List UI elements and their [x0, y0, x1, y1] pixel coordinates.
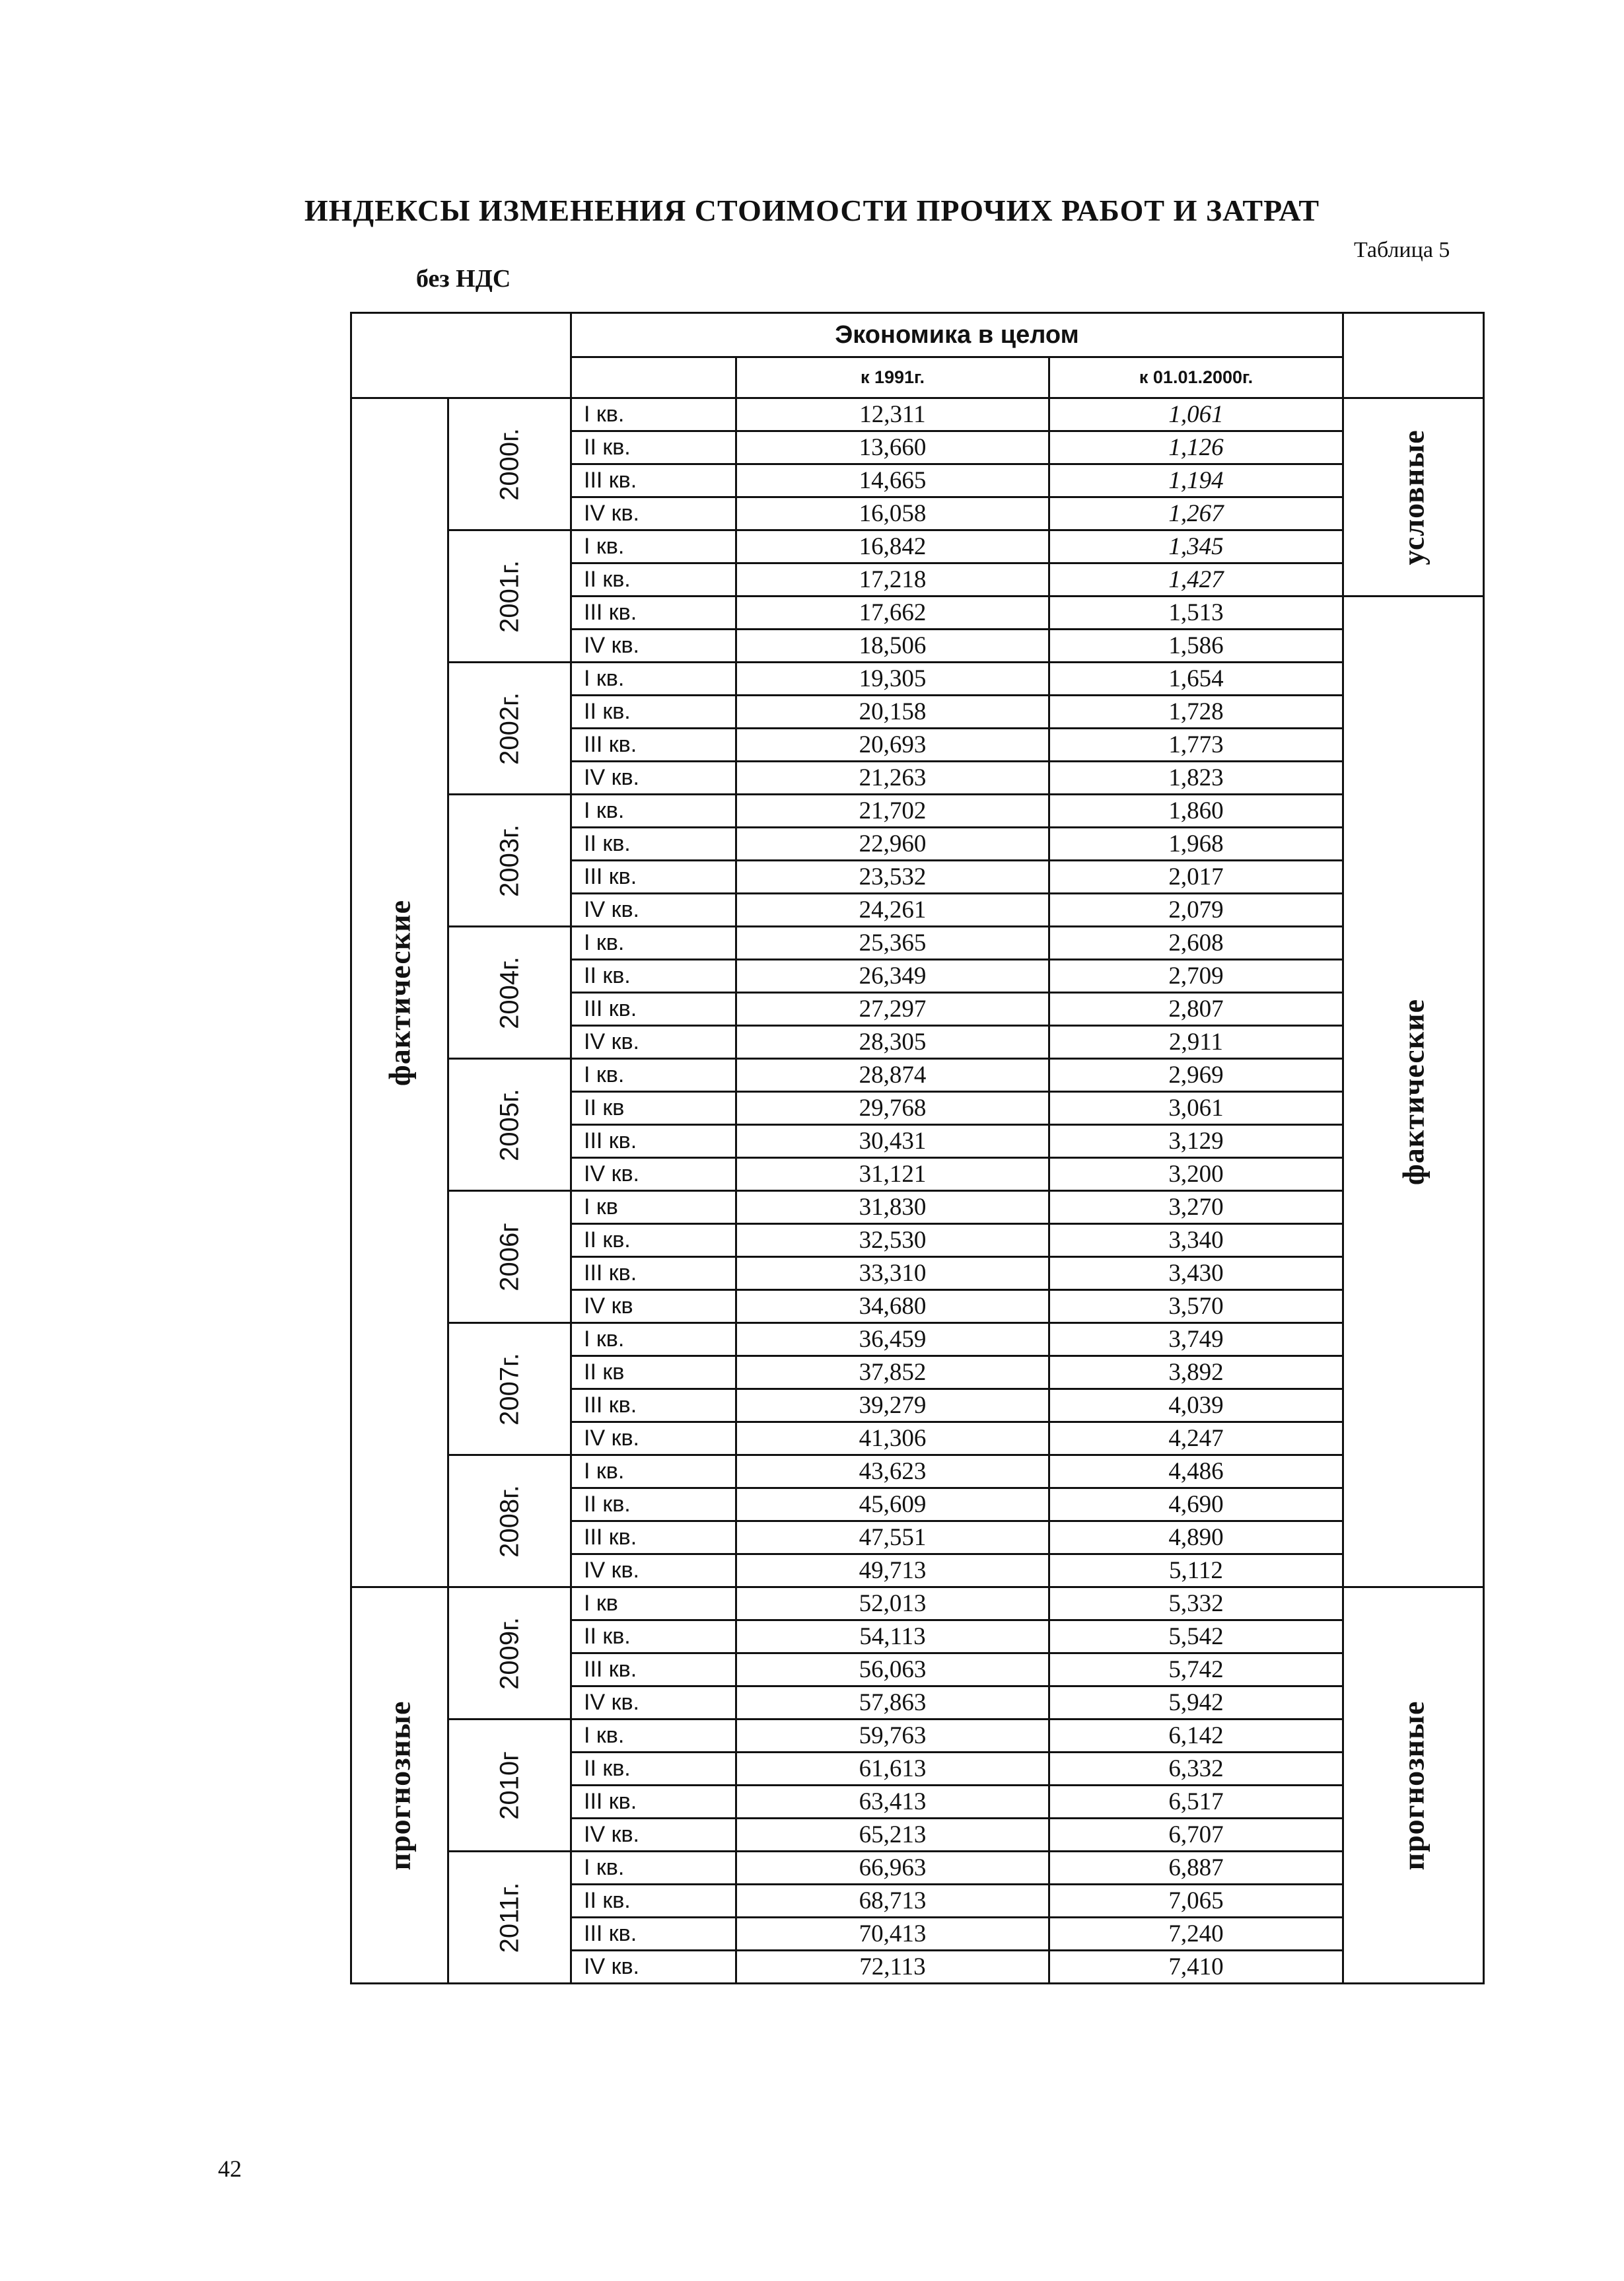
index-1991-cell: 21,263: [736, 762, 1049, 795]
index-2000-cell: 3,200: [1049, 1158, 1343, 1191]
index-2000-cell: 2,079: [1049, 894, 1343, 927]
index-2000-cell: 7,240: [1049, 1918, 1343, 1951]
index-2000-cell: 3,061: [1049, 1092, 1343, 1125]
index-2000-cell: 4,890: [1049, 1521, 1343, 1554]
index-2000-cell: 3,892: [1049, 1356, 1343, 1389]
year-cell: [448, 663, 571, 795]
quarter-cell: III кв.: [571, 1521, 736, 1554]
quarter-cell: II кв.: [571, 1224, 736, 1257]
quarter-cell: II кв.: [571, 1620, 736, 1653]
quarter-cell: IV кв.: [571, 1026, 736, 1059]
quarter-cell: IV кв.: [571, 1819, 736, 1852]
quarter-cell: IV кв.: [571, 1422, 736, 1455]
index-2000-cell: 3,570: [1049, 1290, 1343, 1323]
year-label: 2011г.: [495, 1882, 524, 1953]
index-2000-cell: 1,126: [1049, 431, 1343, 464]
left-category-forecast: [351, 1587, 448, 1984]
index-1991-cell: 63,413: [736, 1786, 1049, 1819]
quarter-cell: III кв.: [571, 1257, 736, 1290]
quarter-cell: I кв.: [571, 530, 736, 563]
header-col-1991: к 1991г.: [736, 357, 1049, 398]
index-1991-cell: 33,310: [736, 1257, 1049, 1290]
table-row: [351, 530, 1484, 563]
index-1991-cell: 16,842: [736, 530, 1049, 563]
quarter-cell: I кв.: [571, 1059, 736, 1092]
right-category-forecast-label: прогнозные: [1396, 1700, 1430, 1870]
year-cell: [448, 1587, 571, 1720]
quarter-cell: IV кв.: [571, 497, 736, 530]
quarter-cell: II кв.: [571, 1885, 736, 1918]
quarter-cell: I кв: [571, 1587, 736, 1620]
index-1991-cell: 13,660: [736, 431, 1049, 464]
index-1991-cell: 70,413: [736, 1918, 1049, 1951]
quarter-cell: II кв.: [571, 828, 736, 861]
index-2000-cell: 5,942: [1049, 1686, 1343, 1720]
table-row: [351, 1323, 1484, 1356]
index-2000-cell: 6,142: [1049, 1720, 1343, 1753]
year-cell: [448, 1455, 571, 1587]
right-category-conditional-label: условные: [1396, 429, 1430, 565]
quarter-cell: IV кв.: [571, 1686, 736, 1720]
index-1991-cell: 37,852: [736, 1356, 1049, 1389]
year-cell: [448, 1323, 571, 1455]
index-2000-cell: 7,065: [1049, 1885, 1343, 1918]
index-1991-cell: 30,431: [736, 1125, 1049, 1158]
page-title: ИНДЕКСЫ ИЗМЕНЕНИЯ СТОИМОСТИ ПРОЧИХ РАБОТ И ЗАТРАТ: [304, 194, 1320, 227]
table-row: [351, 1587, 1484, 1620]
index-1991-cell: 68,713: [736, 1885, 1049, 1918]
index-2000-cell: 3,270: [1049, 1191, 1343, 1224]
year-label: 2010г: [495, 1751, 524, 1820]
year-cell: [448, 1852, 571, 1984]
year-cell: [448, 530, 571, 663]
year-label: 2009г.: [495, 1616, 524, 1690]
index-2000-cell: 1,267: [1049, 497, 1343, 530]
table-row: [351, 1455, 1484, 1488]
table-row: [351, 927, 1484, 960]
quarter-cell: IV кв: [571, 1290, 736, 1323]
index-1991-cell: 66,963: [736, 1852, 1049, 1885]
index-2000-cell: 1,345: [1049, 530, 1343, 563]
header-quarter-blank: [571, 357, 736, 398]
index-1991-cell: 34,680: [736, 1290, 1049, 1323]
index-2000-cell: 1,513: [1049, 597, 1343, 630]
index-1991-cell: 17,218: [736, 563, 1049, 597]
index-2000-cell: 6,707: [1049, 1819, 1343, 1852]
year-label: 2000г.: [495, 427, 524, 501]
index-2000-cell: 5,742: [1049, 1653, 1343, 1686]
index-1991-cell: 72,113: [736, 1951, 1049, 1984]
index-1991-cell: 43,623: [736, 1455, 1049, 1488]
index-2000-cell: 4,247: [1049, 1422, 1343, 1455]
year-cell: [448, 398, 571, 530]
index-2000-cell: 3,129: [1049, 1125, 1343, 1158]
index-2000-cell: 3,430: [1049, 1257, 1343, 1290]
index-2000-cell: 2,709: [1049, 960, 1343, 993]
index-2000-cell: 3,749: [1049, 1323, 1343, 1356]
index-2000-cell: 1,654: [1049, 663, 1343, 696]
quarter-cell: I кв.: [571, 398, 736, 431]
quarter-cell: III кв.: [571, 1653, 736, 1686]
header-right-corner: [1343, 313, 1484, 398]
table-row: [351, 1720, 1484, 1753]
index-1991-cell: 25,365: [736, 927, 1049, 960]
table-row: [351, 663, 1484, 696]
index-2000-cell: 1,860: [1049, 795, 1343, 828]
index-1991-cell: 45,609: [736, 1488, 1049, 1521]
year-label: 2003г.: [495, 824, 524, 897]
year-cell: [448, 1720, 571, 1852]
index-1991-cell: 65,213: [736, 1819, 1049, 1852]
quarter-cell: III кв.: [571, 861, 736, 894]
price-index-table: [350, 312, 1485, 1984]
year-cell: [448, 927, 571, 1059]
header-economy: Экономика в целом: [571, 313, 1343, 357]
quarter-cell: III кв.: [571, 1125, 736, 1158]
index-2000-cell: 4,039: [1049, 1389, 1343, 1422]
quarter-cell: II кв.: [571, 960, 736, 993]
quarter-cell: IV кв.: [571, 894, 736, 927]
index-1991-cell: 61,613: [736, 1753, 1049, 1786]
quarter-cell: III кв.: [571, 1786, 736, 1819]
index-2000-cell: 6,332: [1049, 1753, 1343, 1786]
header-corner: [351, 313, 571, 398]
table-row: [351, 1852, 1484, 1885]
index-1991-cell: 29,768: [736, 1092, 1049, 1125]
quarter-cell: III кв.: [571, 464, 736, 497]
quarter-cell: IV кв.: [571, 630, 736, 663]
quarter-cell: I кв.: [571, 1323, 736, 1356]
quarter-cell: IV кв.: [571, 762, 736, 795]
year-label: 2004г.: [495, 956, 524, 1029]
table-row: [351, 1059, 1484, 1092]
index-1991-cell: 47,551: [736, 1521, 1049, 1554]
quarter-cell: II кв.: [571, 431, 736, 464]
year-cell: [448, 795, 571, 927]
index-2000-cell: 1,586: [1049, 630, 1343, 663]
quarter-cell: II кв.: [571, 696, 736, 729]
quarter-cell: III кв.: [571, 1918, 736, 1951]
index-1991-cell: 41,306: [736, 1422, 1049, 1455]
right-category-forecast: [1343, 1587, 1484, 1984]
quarter-cell: I кв.: [571, 1852, 736, 1885]
table-row: [351, 1191, 1484, 1224]
index-1991-cell: 12,311: [736, 398, 1049, 431]
year-cell: [448, 1191, 571, 1323]
year-label: 2007г.: [495, 1352, 524, 1426]
quarter-cell: I кв.: [571, 1455, 736, 1488]
index-1991-cell: 57,863: [736, 1686, 1049, 1720]
index-2000-cell: 2,017: [1049, 861, 1343, 894]
index-1991-cell: 54,113: [736, 1620, 1049, 1653]
quarter-cell: I кв.: [571, 663, 736, 696]
quarter-cell: III кв.: [571, 1389, 736, 1422]
quarter-cell: IV кв.: [571, 1554, 736, 1587]
index-1991-cell: 52,013: [736, 1587, 1049, 1620]
index-1991-cell: 39,279: [736, 1389, 1049, 1422]
index-2000-cell: 1,773: [1049, 729, 1343, 762]
quarter-cell: II кв.: [571, 1488, 736, 1521]
index-1991-cell: 28,874: [736, 1059, 1049, 1092]
index-1991-cell: 16,058: [736, 497, 1049, 530]
index-2000-cell: 5,332: [1049, 1587, 1343, 1620]
year-label: 2002г.: [495, 692, 524, 765]
index-1991-cell: 27,297: [736, 993, 1049, 1026]
index-2000-cell: 4,486: [1049, 1455, 1343, 1488]
vat-note: без НДС: [416, 265, 511, 293]
left-category-actual-label: фактические: [382, 899, 417, 1086]
index-2000-cell: 2,911: [1049, 1026, 1343, 1059]
quarter-cell: I кв.: [571, 1720, 736, 1753]
table-number: Таблица 5: [1354, 238, 1450, 262]
index-2000-cell: 5,112: [1049, 1554, 1343, 1587]
index-1991-cell: 14,665: [736, 464, 1049, 497]
year-label: 2008г.: [495, 1484, 524, 1558]
index-2000-cell: 1,968: [1049, 828, 1343, 861]
index-1991-cell: 49,713: [736, 1554, 1049, 1587]
right-category-actual: [1343, 597, 1484, 1587]
right-category-actual-label: фактические: [1396, 998, 1430, 1185]
left-category-actual: [351, 398, 448, 1587]
year-label: 2006г: [495, 1222, 524, 1291]
index-2000-cell: 2,608: [1049, 927, 1343, 960]
index-1991-cell: 31,121: [736, 1158, 1049, 1191]
quarter-cell: II кв.: [571, 1753, 736, 1786]
index-2000-cell: 1,061: [1049, 398, 1343, 431]
index-1991-cell: 17,662: [736, 597, 1049, 630]
index-1991-cell: 21,702: [736, 795, 1049, 828]
quarter-cell: II кв.: [571, 563, 736, 597]
index-2000-cell: 7,410: [1049, 1951, 1343, 1984]
right-category-conditional: [1343, 398, 1484, 597]
index-1991-cell: 36,459: [736, 1323, 1049, 1356]
table-row: [351, 795, 1484, 828]
quarter-cell: II кв: [571, 1092, 736, 1125]
index-2000-cell: 1,427: [1049, 563, 1343, 597]
left-category-forecast-label: прогнозные: [382, 1700, 417, 1870]
index-2000-cell: 5,542: [1049, 1620, 1343, 1653]
year-label: 2005г.: [495, 1088, 524, 1161]
quarter-cell: II кв: [571, 1356, 736, 1389]
index-2000-cell: 1,194: [1049, 464, 1343, 497]
index-2000-cell: 1,728: [1049, 696, 1343, 729]
quarter-cell: IV кв.: [571, 1158, 736, 1191]
index-1991-cell: 20,693: [736, 729, 1049, 762]
index-1991-cell: 24,261: [736, 894, 1049, 927]
index-1991-cell: 20,158: [736, 696, 1049, 729]
index-1991-cell: 22,960: [736, 828, 1049, 861]
quarter-cell: I кв: [571, 1191, 736, 1224]
index-2000-cell: 3,340: [1049, 1224, 1343, 1257]
page-number: 42: [218, 2155, 242, 2182]
index-1991-cell: 19,305: [736, 663, 1049, 696]
quarter-cell: I кв.: [571, 795, 736, 828]
quarter-cell: III кв.: [571, 993, 736, 1026]
header-col-2000: к 01.01.2000г.: [1049, 357, 1343, 398]
index-2000-cell: 6,517: [1049, 1786, 1343, 1819]
quarter-cell: I кв.: [571, 927, 736, 960]
index-1991-cell: 26,349: [736, 960, 1049, 993]
index-1991-cell: 59,763: [736, 1720, 1049, 1753]
year-label: 2001г.: [495, 560, 524, 633]
index-2000-cell: 2,807: [1049, 993, 1343, 1026]
index-2000-cell: 1,823: [1049, 762, 1343, 795]
year-cell: [448, 1059, 571, 1191]
quarter-cell: III кв.: [571, 597, 736, 630]
index-1991-cell: 28,305: [736, 1026, 1049, 1059]
quarter-cell: III кв.: [571, 729, 736, 762]
index-1991-cell: 18,506: [736, 630, 1049, 663]
index-1991-cell: 23,532: [736, 861, 1049, 894]
index-2000-cell: 6,887: [1049, 1852, 1343, 1885]
index-1991-cell: 31,830: [736, 1191, 1049, 1224]
index-2000-cell: 2,969: [1049, 1059, 1343, 1092]
index-1991-cell: 32,530: [736, 1224, 1049, 1257]
index-1991-cell: 56,063: [736, 1653, 1049, 1686]
table-row: [351, 398, 1484, 431]
quarter-cell: IV кв.: [571, 1951, 736, 1984]
index-2000-cell: 4,690: [1049, 1488, 1343, 1521]
